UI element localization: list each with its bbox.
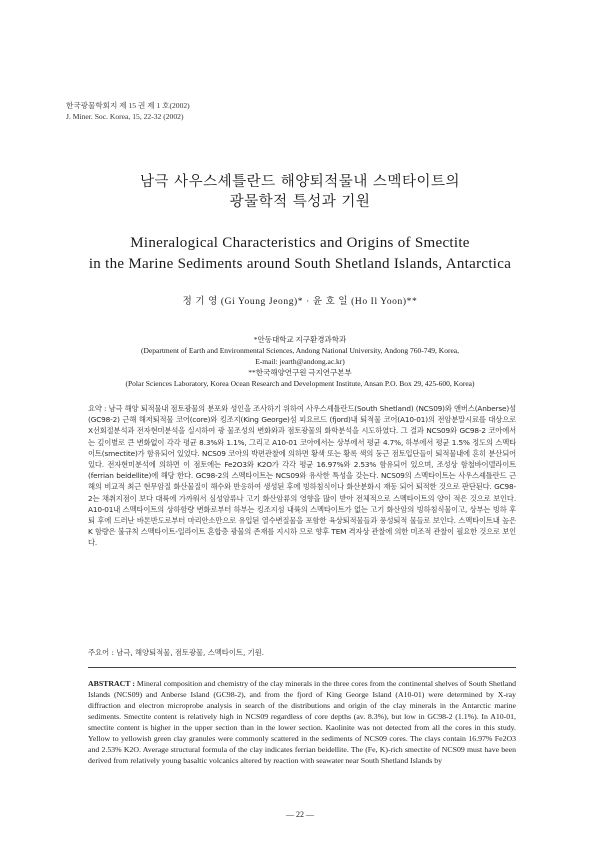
page-number: — 22 —	[286, 810, 314, 819]
title-english-line-2: in the Marine Sediments around South Shetland Islands, Antarctica	[88, 256, 512, 272]
title-english-line-1: Mineralogical Characteristics and Origins of Smectite	[130, 235, 470, 251]
journal-citation-ko: 한국광물학회지 제 15 권 제 1 호(2002)	[66, 101, 190, 110]
section-divider	[88, 667, 516, 668]
title-english	[0, 233, 600, 275]
affiliations	[0, 334, 600, 389]
affiliation-2-korean: **한국해양연구원 극지연구본부	[248, 368, 352, 377]
title-korean-line-1: 남극 사우스셰틀란드 해양퇴적물내 스멕타이트의	[140, 174, 460, 190]
title-korean-line-2: 광물학적 특성과 기원	[229, 194, 371, 210]
abstract-english	[88, 678, 516, 766]
journal-citation	[66, 100, 190, 122]
affiliation-1-email: E-mail: jearth@andong.ac.kr)	[255, 357, 345, 366]
title-korean	[0, 172, 600, 212]
keywords-korean: 주요어 : 남극, 해양퇴적물, 점토광물, 스멕타이트, 기원.	[88, 648, 264, 657]
journal-citation-en: J. Miner. Soc. Korea, 15, 22-32 (2002)	[66, 112, 184, 121]
abstract-korean: 요약 : 남극 해양 퇴적물내 점토광물의 분포와 성인을 조사하기 위하여 사우스셰틀란드(South Shetland) (NCS09)와 앤버스(Anberse)섬(GC98-2) 근해 해저퇴적물 코어(core)와 킹조지(King George)섬 피요르드 (fjord)내 퇴적물 코어(A10-01)의 전암분말시료를 대상으로 X선회절분석과 전자현미분석을 실시하여 광 물조성의 변화와과 점토광물의 화학분석을 시도하였다. 그 결과 NCS09와 GC98-2 코아에서는 깊이별로 큰 변화없이 각각 평균 8.3%와 1.1%, 그리고 A10-01 코아에서는 상부에서 평균 4.7%, 하부에서 평균 1.5% 정도의 스멕타이트(smectite)가 함유되어 있었다. NCS09 코아의 박편관찰에 의하면 황색 또는 황록 색의 둥근 점토입단들이 퇴적물내에 흔히 분산되어 있다. 전자현미분석에 의하면 이 점토에는 Fe2O3와 K2O가 각각 평균 16.97%와 2.53% 함유되어 있으며, 조성상 함철바이델라이트(ferrian beidellite)에 해당 한다. GC98-2의 스멕타이트는 NCS09와 유사한 특성을 갖는다. NCS09의 스멕타이트는 사우스셰틀란드 근해의 비교적 최근 현무암질 화산물질이 해수와 반응하여 생성된 후에 빙하침식이나 화산분화시 재동 되어 퇴적한 것으로 판단된다. GC98-2는 채취지점이 보다 대륙에 가까워서 심성암류나 고기 화산암류의 영향을 많이 받아 전체적으로 스멕타이트의 양이 적은 것으로 보인다. A10-01내 스멕타이트의 상하함량 변화로부터 하부는 킹조지섬 내륙의 스멕타이트가 없는 고기 화산암의 빙하침식물이고, 상부는 빙하 후 퇴 후에 드러난 바톤반도로부터 마리안소만으로 유입된 열수변질물을 포함한 육상퇴적물들과 풍성퇴적 물들로 보인다. 스멕타이트내 높은 K 함량은 불규칙 스멕타이트-일라이트 혼합층 광물의 존재를 지시하 므로 향후 TEM 격자상 관찰에 의한 미조적 관찰이 필요한 것으로 보인다.	[88, 404, 516, 548]
author-list: 정 기 영 (Gi Young Jeong)* · 윤 호 일 (Ho Il Yoon)**	[182, 297, 418, 307]
affiliation-2-english: (Polar Sciences Laboratory, Korea Ocean Research and Development Institute, Ansan P.O. Box 29, 425-600, Korea)	[125, 379, 475, 388]
affiliation-1-english: (Department of Earth and Environmental Sciences, Andong National University, Andong 760-749, Korea,	[141, 346, 459, 355]
abstract-english-body: Mineral composition and chemistry of the clay minerals in the three cores from the continental shelves of South Shetland Islands (NCS09) and Anberse Island (GC98-2), and from the fjord of King George Island (A10-01) were determined by X-ray diffraction and electron microprobe analysis in search of the distributions and origin of the clay minerals in the Antarctic marine sediments. Smectite content is relatively high in NCS09 regardless of core depths (av. 8.3%), but low in GC98-2 (1.1%). In A10-01, smectite content is higher in the upper section than in the lower section. Kaolinite was not detected from all the cores in this study. Yellow to yellowish green clay granules were commonly scattered in the sediments of NCS09 cores. The clays contain 16.97% Fe2O3 and 2.53% K2O. Average structural formula of the clay indicates ferrian beidellite. The (Fe, K)-rich smectite of NCS09 must have been derived from relatively young basaltic volcanics altered by reaction with seawater near South Shetland Islands by	[88, 679, 516, 765]
abstract-english-heading: ABSTRACT :	[88, 679, 135, 688]
affiliation-1-korean: *안동대학교 지구환경과학과	[253, 335, 347, 344]
